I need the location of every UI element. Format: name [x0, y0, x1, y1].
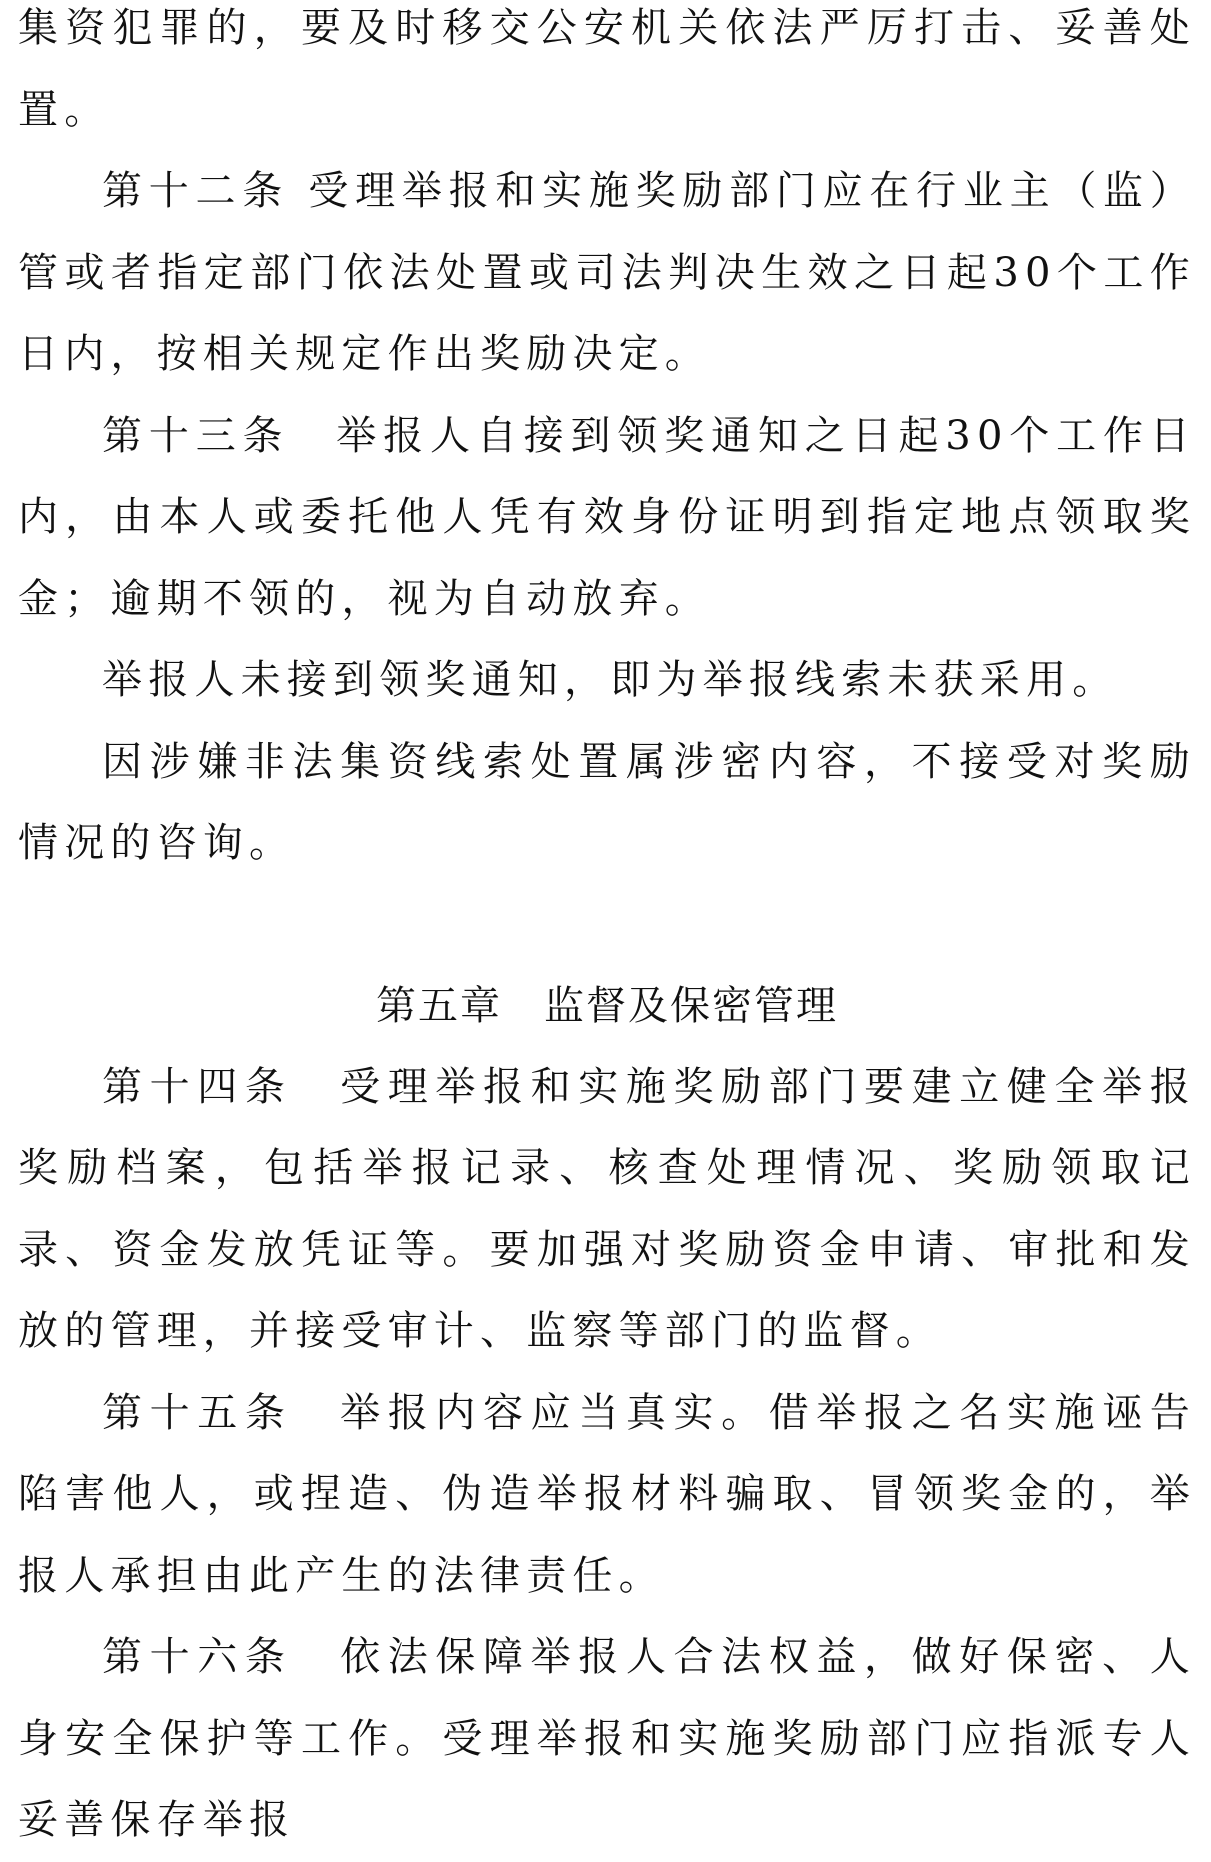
- paragraph-article-13: 第十三条 举报人自接到领奖通知之日起30个工作日内，由本人或委托他人凭有效身份证明到指定地点领取奖金；逾期不领的，视为自动放弃。: [18, 412, 1196, 622]
- paragraph-article-14: 第十四条 受理举报和实施奖励部门要建立健全举报奖励档案，包括举报记录、核查处理情况、奖励领取记录、资金发放凭证等。要加强对奖励资金申请、审批和发放的管理，并接受审计、监察等部门的监督。: [18, 1063, 1196, 1354]
- document-page: [18, 0, 1196, 1862]
- paragraph-confidential-inquiry: 因涉嫌非法集资线索处置属涉密内容，不接受对奖励情况的咨询。: [18, 738, 1196, 866]
- chapter-title: 第五章 监督及保密管理: [376, 982, 838, 1029]
- paragraph-article-15: 第十五条 举报内容应当真实。借举报之名实施诬告陷害他人，或捏造、伪造举报材料骗取、冒领奖金的，举报人承担由此产生的法律责任。: [18, 1389, 1196, 1599]
- chapter-spacer: [18, 885, 1196, 966]
- paragraph-no-notice: 举报人未接到领奖通知，即为举报线索未获采用。: [102, 657, 1119, 703]
- paragraph-article-12: 第十二条 受理举报和实施奖励部门应在行业主（监）管或者指定部门依法处置或司法判决生效之日起30个工作日内，按相关规定作出奖励决定。: [18, 168, 1196, 377]
- paragraph-continuation: 集资犯罪的，要及时移交公安机关依法严厉打击、妥善处置。: [18, 5, 1196, 133]
- paragraph-article-16: 第十六条 依法保障举报人合法权益，做好保密、人身安全保护等工作。受理举报和实施奖励部门应指派专人妥善保存举报: [18, 1634, 1196, 1843]
